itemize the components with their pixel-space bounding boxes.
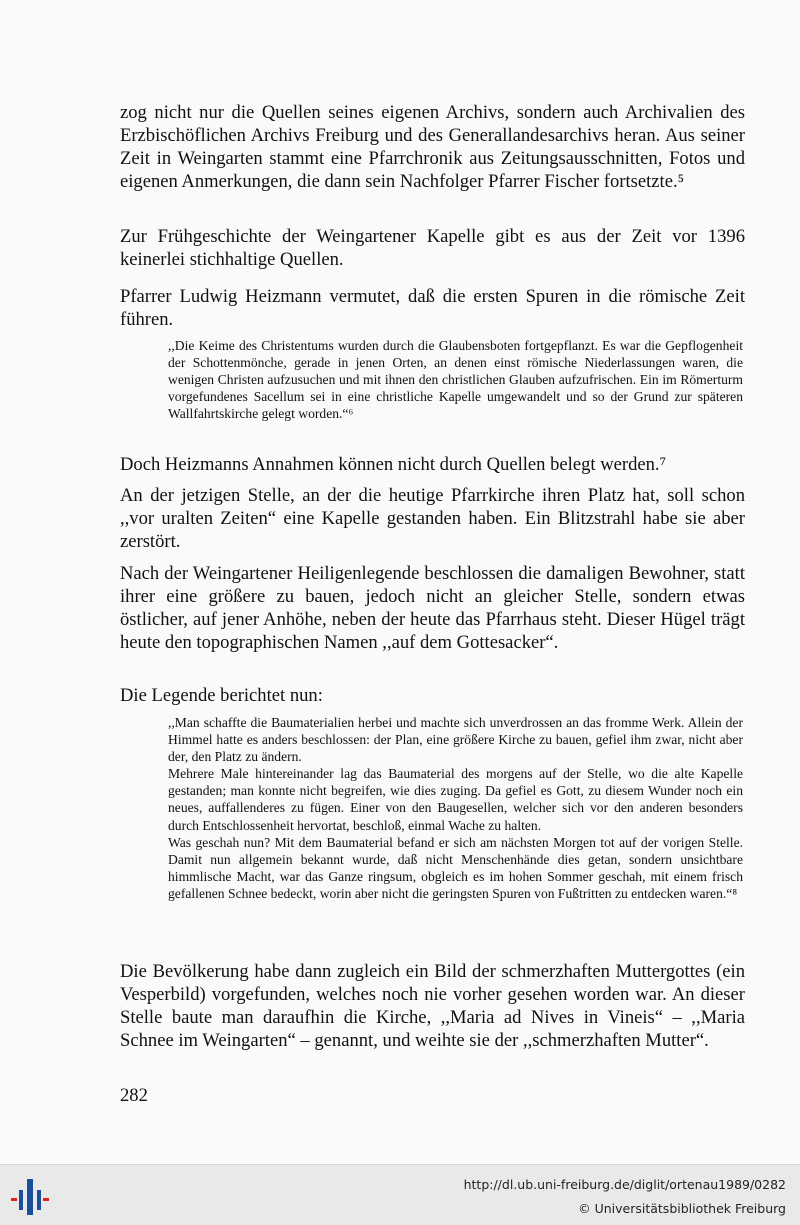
paragraph-7: Die Legende berichtet nun:: [120, 685, 323, 706]
paragraph-4: Doch Heizmanns Annahmen können nicht durch Quellen belegt werden.⁷: [120, 454, 667, 475]
block-quote-1: ,,Die Keime des Christentums wurden durch die Glaubensboten fortgepflanzt. Es war die Gepflogenheit der Schottenmönche, gerade in jenen Orten, an denen einst römische Niederlassungen waren, die wenigen Christen aufzusuchen und mit ihnen den christlichen Glauben aufzufrischen. Ein im Römerturm vorgefundenes Sacellum sei in eine christliche Kapelle umgewandelt und so der Grund zur späteren Wallfahrtskirche gelegt worden.“⁶: [168, 338, 743, 422]
paragraph-5: An der jetzigen Stelle, an der die heutige Pfarrkirche ihren Platz hat, soll schon ,,vor uralten Zeiten“ eine Kapelle gestanden haben. Ein Blitzstrahl habe sie aber zerstört.: [120, 485, 745, 552]
paragraph-1: zog nicht nur die Quellen seines eigenen Archivs, sondern auch Archivalien des Erzbischöflichen Archivs Freiburg und des Generallandesarchivs heran. Aus seiner Zeit in Weingarten stammt eine Pfarrchronik aus Zeitungsausschnitten, Fotos und eigenen Anmerkungen, die dann sein Nachfolger Pfarrer Fischer fortsetzte.⁵: [120, 102, 745, 192]
paragraph-3: Pfarrer Ludwig Heizmann vermutet, daß die ersten Spuren in die römische Zeit führen.: [120, 286, 745, 330]
ub-freiburg-logo-icon[interactable]: [10, 1177, 50, 1217]
block-quote-2: ,,Man schaffte die Baumaterialien herbei und machte sich unverdrossen an das fromme Werk. Allein der Himmel hatte es anders beschlossen: der Plan, eine größere Kirche zu bauen, gefiel ihm zwar, nicht aber der, den Platz zu ändern. Mehrere Male hintereinander lag das Baumaterial des morgens auf der Stelle, wo die alte Kapelle gestanden; man konnte nicht begreifen, wie dies zuging. Da gefiel es Gott, zu diesem Wunder noch ein neues, auffallenderes zu fügen. Einer von den Baugesellen, welcher sich vor den anderen besonders durch Entschlossenheit hervortat, beschloß, einmal Wache zu halten. Was geschah nun? Mit dem Baumaterial befand er sich am nächsten Morgen tot auf der vorigen Stelle. Damit nun allgemein bekannt wurde, daß nicht Menschenhände dies getan, sondern unsichtbare himmlische Macht, war das Ganze ringsum, obgleich es im hohen Sommer geschah, mit einem frisch gefallenen Schnee bedeckt, worin aber nicht die geringsten Spuren von Fußtritten zu entdecken waren.“⁸: [168, 715, 743, 901]
source-url[interactable]: http://dl.ub.uni-freiburg.de/diglit/ortenau1989/0282: [463, 1177, 786, 1192]
footer-bar: [0, 1164, 800, 1225]
paragraph-2: Zur Frühgeschichte der Weingartener Kapelle gibt es aus der Zeit vor 1396 keinerlei stichhaltige Quellen.: [120, 226, 745, 270]
page-number: 282: [120, 1085, 148, 1106]
paragraph-8: Die Bevölkerung habe dann zugleich ein Bild der schmerzhaften Muttergottes (ein Vesperbild) vorgefunden, welches noch nie vorher gesehen worden war. An dieser Stelle baute man daraufhin die Kirche, ,,Maria ad Nives in Vineis“ – ,,Maria Schnee im Weingarten“ – genannt, und weihte sie der ,,schmerzhaften Mutter“.: [120, 961, 745, 1051]
paragraph-6: Nach der Weingartener Heiligenlegende beschlossen die damaligen Bewohner, statt ihrer eine größere zu bauen, jedoch nicht an gleicher Stelle, sondern etwas östlicher, auf jener Anhöhe, neben der heute das Pfarrhaus steht. Dieser Hügel trägt heute den topographischen Namen ,,auf dem Gottesacker“.: [120, 563, 745, 653]
copyright-notice: © Universitätsbibliothek Freiburg: [578, 1201, 786, 1216]
